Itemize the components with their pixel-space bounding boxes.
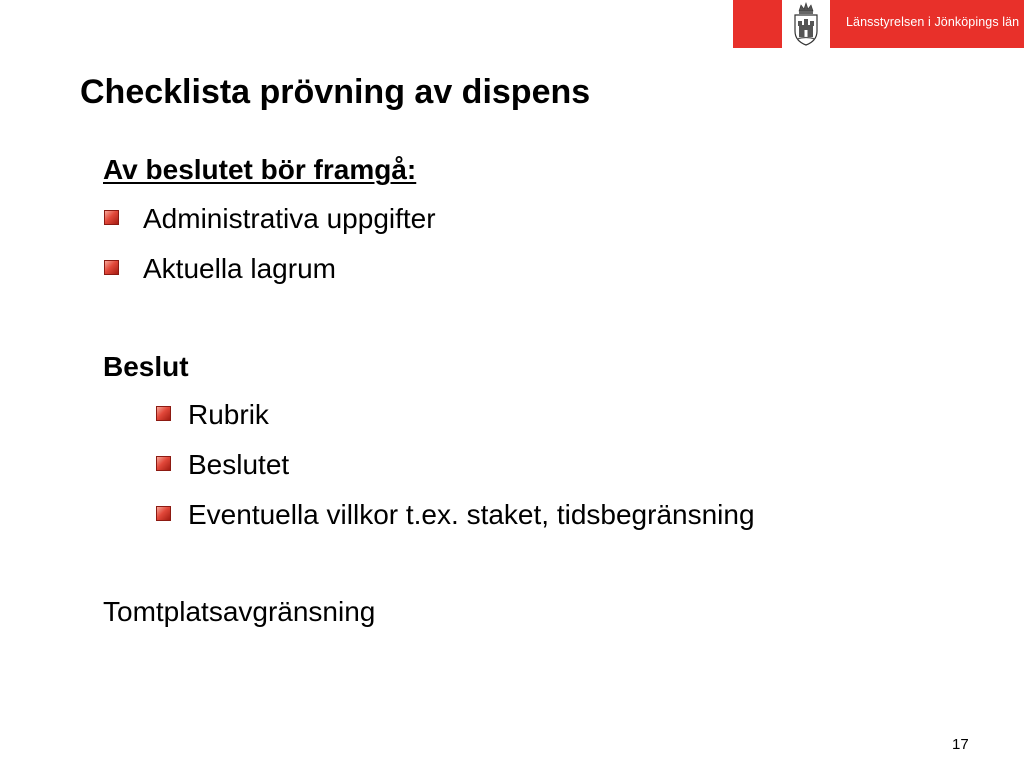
coat-of-arms-icon (787, 1, 825, 47)
list-item: Aktuella lagrum (143, 253, 336, 284)
list-item: Beslutet (188, 449, 290, 480)
organization-name: Länsstyrelsen i Jönköpings län (846, 15, 1020, 29)
bullet-icon (104, 210, 119, 225)
plot-boundary-text: Tomtplatsavgränsning (103, 596, 376, 627)
bullet-icon (156, 506, 171, 521)
section-heading-decision-contents: Av beslutet bör framgå: (103, 154, 417, 185)
page-number: 17 (952, 736, 969, 753)
slide-title: Checklista prövning av dispens (80, 73, 591, 111)
section-heading-decision: Beslut (103, 351, 189, 382)
list-item: Rubrik (188, 399, 269, 430)
bullet-icon (104, 260, 119, 275)
list-item: Administrativa uppgifter (143, 203, 436, 234)
crest-box (782, 0, 830, 48)
bullet-icon (156, 406, 171, 421)
organization-logo-band (733, 0, 1024, 48)
bullet-icon (156, 456, 171, 471)
list-item: Eventuella villkor t.ex. staket, tidsbegränsning (188, 499, 755, 530)
